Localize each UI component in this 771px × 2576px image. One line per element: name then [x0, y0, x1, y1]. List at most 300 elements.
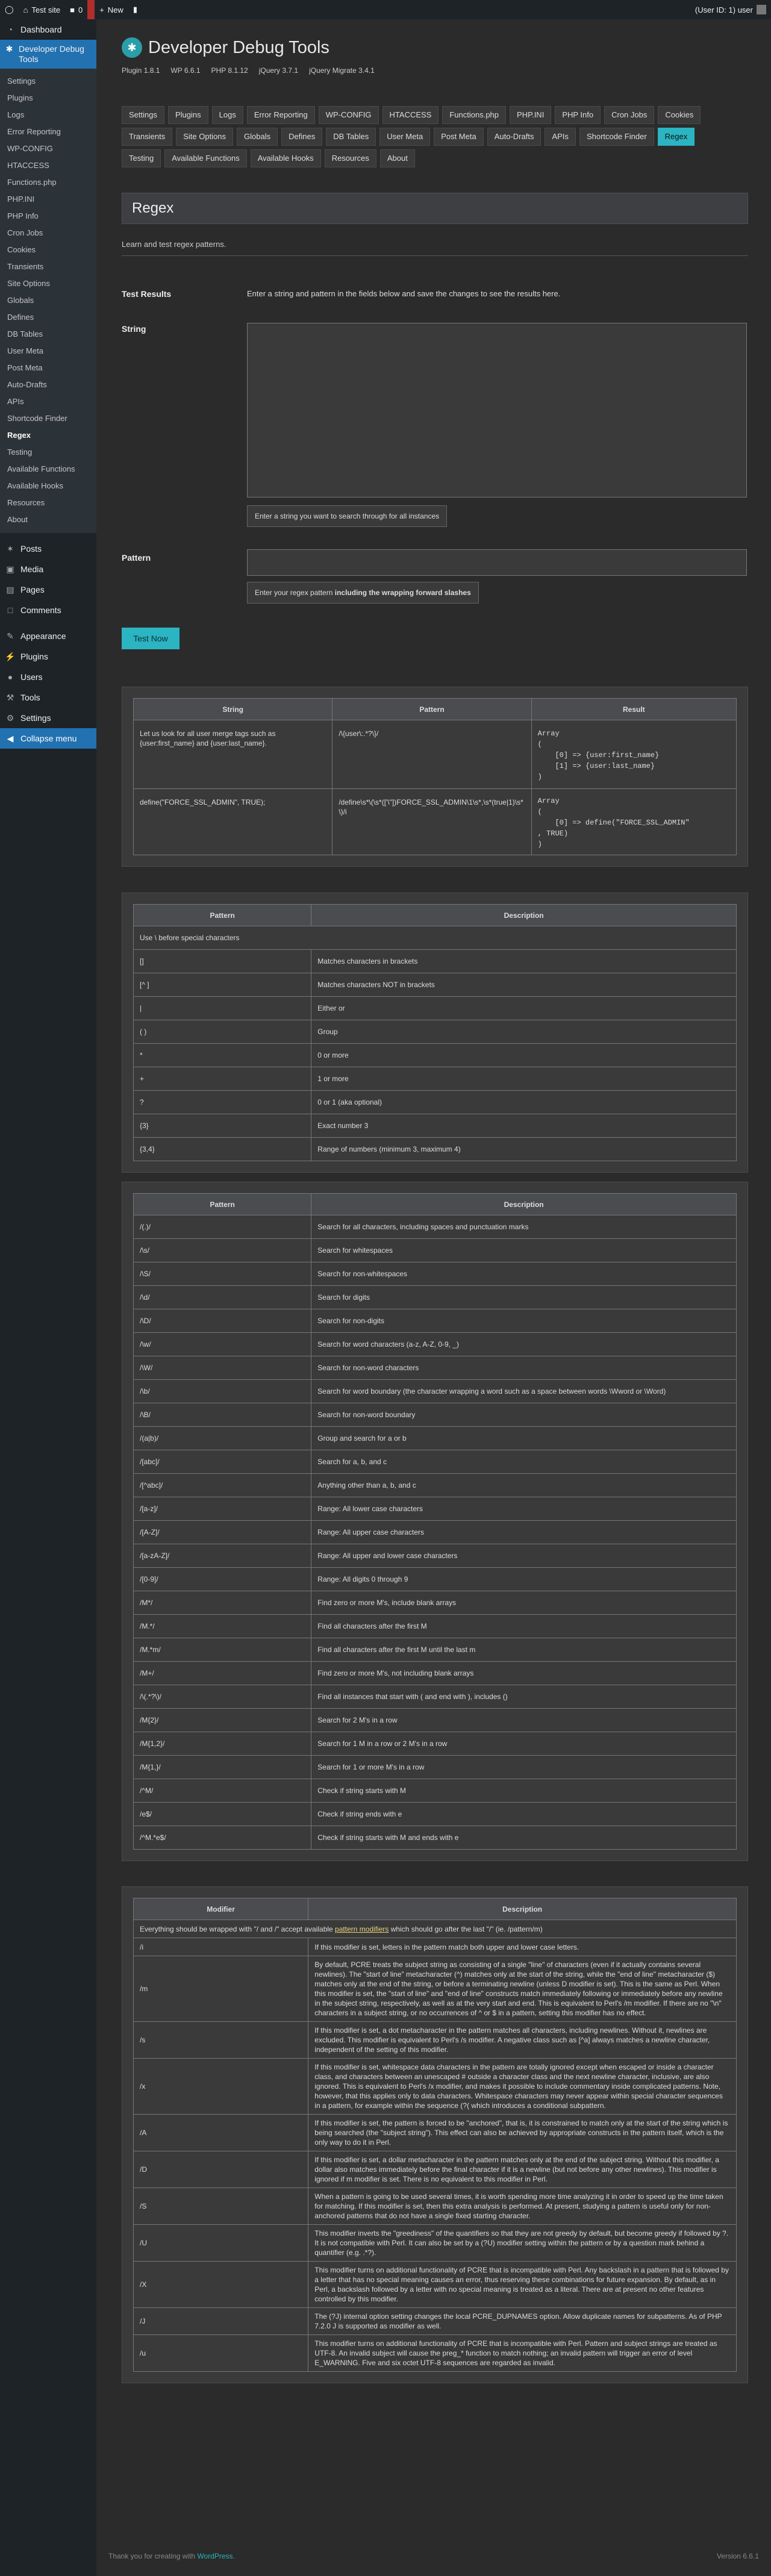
pattern-cell: *: [134, 1044, 311, 1067]
table-row: [134, 1333, 737, 1356]
submenu-item[interactable]: APIs: [7, 397, 24, 406]
tab-item[interactable]: Auto-Drafts: [487, 128, 542, 146]
table-row: [134, 2022, 737, 2059]
description-cell: Search for all characters, including spaces and punctuation marks: [311, 1215, 737, 1239]
new-content-link[interactable]: [95, 0, 128, 19]
table-row: [134, 1591, 737, 1615]
menu-items: [0, 538, 96, 728]
table-header-row: [134, 1194, 737, 1215]
description-cell: 1 or more: [311, 1067, 737, 1091]
tab-item[interactable]: Testing: [122, 149, 161, 167]
menu-item-label: Plugins: [20, 652, 48, 661]
submenu-item[interactable]: Auto-Drafts: [7, 380, 47, 389]
column-header: Pattern: [332, 699, 531, 720]
notification-badge[interactable]: [87, 0, 95, 19]
tab-item[interactable]: Globals: [237, 128, 278, 146]
description-cell: Range: All upper case characters: [311, 1521, 737, 1544]
pattern-cell: /\(.*?\)/: [134, 1685, 311, 1709]
description-cell: Find all characters after the first M until the last m: [311, 1638, 737, 1662]
menu-current-label: Developer Debug Tools: [19, 44, 84, 64]
submenu-item[interactable]: User Meta: [7, 346, 43, 355]
tab-item[interactable]: WP-CONFIG: [319, 106, 379, 124]
description-cell: Search for word characters (a-z, A-Z, 0-9, _): [311, 1333, 737, 1356]
submenu-item[interactable]: PHP.INI: [7, 195, 35, 204]
submenu: [0, 69, 96, 533]
description-cell: Matches characters NOT in brackets: [311, 973, 737, 997]
pattern-cell: /\s/: [134, 1239, 311, 1262]
tab-item[interactable]: Cookies: [658, 106, 701, 124]
pattern-cell: {3,4}: [134, 1138, 311, 1161]
tab-item[interactable]: DB Tables: [326, 128, 376, 146]
table-row: [134, 1309, 737, 1333]
pattern-cell: /[abc]/: [134, 1450, 311, 1474]
description-cell: Group and search for a or b: [311, 1427, 737, 1450]
collapse-label: Collapse menu: [20, 734, 77, 743]
table-row: [134, 1662, 737, 1685]
note-cell: [134, 926, 737, 950]
description-cell: Search for non-word boundary: [311, 1403, 737, 1427]
column-header: Pattern: [134, 1194, 311, 1215]
description-cell: Find zero or more M's, include blank arrays: [311, 1591, 737, 1615]
pattern-cell: /u: [134, 2335, 308, 2372]
table-row: [134, 1544, 737, 1568]
pattern-label: Pattern: [122, 553, 151, 563]
submenu-item[interactable]: Site Options: [7, 279, 50, 288]
pattern-input[interactable]: [247, 549, 747, 576]
submenu-item[interactable]: PHP Info: [7, 211, 39, 220]
table-row: [134, 1779, 737, 1803]
submenu-item[interactable]: DB Tables: [7, 329, 43, 338]
pattern-cell: /D: [134, 2151, 308, 2188]
menu-item-label: Pages: [20, 585, 45, 594]
description-cell: Range: All upper and lower case characters: [311, 1544, 737, 1568]
media-icon: ▣: [6, 564, 14, 574]
column-header: String: [134, 699, 332, 720]
description-cell: Find all characters after the first M: [311, 1615, 737, 1638]
dashboard-icon: ◔: [7, 25, 13, 34]
tab-item[interactable]: About: [380, 149, 415, 167]
bug-logo-icon: ✱: [122, 37, 142, 58]
pattern-cell: /[0-9]/: [134, 1568, 311, 1591]
pattern-modifiers-link[interactable]: pattern modifiers: [335, 1924, 389, 1933]
note-cell: Everything should be wrapped with "/ and /" accept available pattern modifiers which should go after the last "/" (ie. /pattern/m): [134, 1920, 737, 1938]
pattern-cell: /M{1,}/: [134, 1756, 311, 1779]
table-row: [134, 1709, 737, 1732]
table-row: [134, 1521, 737, 1544]
description-cell: Search for whitespaces: [311, 1239, 737, 1262]
user-icon: ●: [7, 672, 13, 682]
table-row: [134, 1803, 737, 1826]
description-cell: Range: All digits 0 through 9: [311, 1568, 737, 1591]
examples-panel: [122, 687, 748, 867]
plugin-title: Developer Debug Tools: [148, 38, 329, 57]
string-label: String: [122, 324, 146, 334]
menu-item[interactable]: [0, 667, 96, 687]
table-row: [134, 1403, 737, 1427]
description-cell: Search for 1 or more M's in a row: [311, 1756, 737, 1779]
pattern-cell: /\w/: [134, 1333, 311, 1356]
special-panel: [122, 893, 748, 1173]
table-row: [134, 1044, 737, 1067]
menu-item-label: Tools: [20, 693, 40, 702]
submenu-item[interactable]: Error Reporting: [7, 127, 61, 136]
description-cell: If this modifier is set, a dollar metacharacter in the pattern matches only at the end of the subject string. Without this modifier, a dollar also matches immediately before the final character if it is a newline (but not before any other newlines). This modifier is ignored if m modifier is set. There is no equivalent to this modifier in Perl.: [308, 2151, 737, 2188]
table-row: [134, 1615, 737, 1638]
bug-icon: ✱: [5, 44, 13, 54]
table-row: [134, 2151, 737, 2188]
menu-item[interactable]: [0, 559, 96, 579]
divider: [122, 255, 748, 256]
table-row: [134, 1732, 737, 1756]
note-row: [134, 926, 737, 950]
description-cell: This modifier turns on additional functionality of PCRE that is incompatible with Perl. Pattern and subject strings are treated as UTF-8. An invalid subject will cause the preg_* function to match nothing; an invalid pattern will trigger an error of level E_WARNING. Five and six octet UTF-8 sequences are regarded as invalid.: [308, 2335, 737, 2372]
table-row: [134, 1450, 737, 1474]
pattern-cell: /^M.*e$/: [134, 1826, 311, 1850]
description-cell: The (?J) internal option setting changes the local PCRE_DUPNAMES option. Allow duplicate names for subpatterns. As of PHP 7.2.0 J is supported as modifier as well.: [308, 2308, 737, 2335]
pattern-cell: /[A-Z]/: [134, 1521, 311, 1544]
plugin-header: [122, 37, 329, 58]
pattern-cell: /J: [134, 2308, 308, 2335]
tab-item[interactable]: Regex: [658, 128, 695, 146]
table-row: [134, 1938, 737, 1956]
table-row: [134, 2262, 737, 2308]
table-row: [134, 1685, 737, 1709]
settings-icon: ⚙: [6, 713, 14, 723]
wordpress-link[interactable]: WordPress: [197, 2552, 233, 2560]
tab-item[interactable]: Shortcode Finder: [579, 128, 654, 146]
description-cell: Search for non-digits: [311, 1309, 737, 1333]
table-row: [134, 1474, 737, 1497]
column-header: Description: [311, 905, 737, 926]
tab-item[interactable]: APIs: [545, 128, 575, 146]
menu-item[interactable]: [0, 687, 96, 708]
test-now-button[interactable]: Test Now: [122, 628, 179, 649]
plugin-icon: ⚡: [5, 651, 16, 661]
menu-item[interactable]: [0, 626, 96, 646]
comment-bubble-icon: ■: [70, 5, 75, 14]
tab-item[interactable]: Settings: [122, 106, 164, 124]
collapse-icon: ◀: [7, 733, 14, 743]
pattern-tip: Enter your regex pattern including the wrapping forward slashes: [247, 582, 479, 603]
table-header-row: [134, 699, 737, 720]
menu-developer-debug-tools[interactable]: [0, 40, 96, 69]
pattern-cell: +: [134, 1067, 311, 1091]
wordpress-logo-icon[interactable]: ◯: [5, 5, 14, 14]
menu-item[interactable]: [0, 538, 96, 559]
string-input[interactable]: [247, 323, 747, 497]
page-title: Regex: [122, 193, 748, 224]
flag-icon[interactable]: ▮: [133, 5, 137, 14]
submenu-item[interactable]: Cookies: [7, 245, 36, 254]
submenu-item[interactable]: About: [7, 515, 28, 524]
menu-item-label: Appearance: [20, 631, 66, 641]
menu-item[interactable]: [0, 579, 96, 600]
table-row: [134, 1380, 737, 1403]
admin-bar: [0, 0, 771, 19]
menu-item-label: Media: [20, 564, 44, 574]
home-icon: ⌂: [23, 5, 28, 14]
pattern-cell: /A: [134, 2115, 308, 2151]
description-cell: If this modifier is set, whitespace data characters in the pattern are totally ignored except when escaped or inside a character class, and characters between an unescaped # outside a character class and the next newline character, inclusive, are also ignored. This is equivalent to Perl's /x modifier, and makes it possible to include commentary inside complicated patterns. Note, however, that this applies only to data characters. Whitespace characters may never appear within special character sequences in a pattern, for example within the sequence (?( which introduces a conditional subpattern.: [308, 2059, 737, 2115]
pattern-cell: /S: [134, 2188, 308, 2225]
site-name: Test site: [31, 5, 61, 14]
string-cell: Let us look for all user merge tags such as {user:first_name} and {user:last_name}.: [134, 720, 332, 789]
description-cell: Search for non-whitespaces: [311, 1262, 737, 1286]
pattern-cell: /\W/: [134, 1356, 311, 1380]
description-cell: If this modifier is set, letters in the pattern match both upper and lower case letters.: [308, 1938, 737, 1956]
main-content: [96, 19, 771, 2576]
table-row: [134, 2335, 737, 2372]
table-row: [134, 1091, 737, 1114]
description-cell: Either or: [311, 997, 737, 1020]
tab-item[interactable]: Functions.php: [442, 106, 506, 124]
description-cell: Search for a, b, and c: [311, 1450, 737, 1474]
description-cell: 0 or 1 (aka optional): [311, 1091, 737, 1114]
new-label: New: [107, 5, 123, 14]
table-row: [134, 1497, 737, 1521]
submenu-item[interactable]: Shortcode Finder: [7, 414, 67, 423]
column-header: Description: [308, 1898, 737, 1920]
comments-count: 0: [78, 5, 83, 14]
pattern-cell: ?: [134, 1091, 311, 1114]
pattern-cell: /M+/: [134, 1662, 311, 1685]
table-row: [134, 1826, 737, 1850]
comments-link[interactable]: [65, 0, 87, 19]
pattern-cell: /M.*/: [134, 1615, 311, 1638]
description-cell: 0 or more: [311, 1044, 737, 1067]
admin-sidebar: [0, 19, 96, 2576]
table-row: [134, 1138, 737, 1161]
table-row: [134, 1756, 737, 1779]
pattern-cell: /s: [134, 2022, 308, 2059]
description-cell: Check if string starts with M: [311, 1779, 737, 1803]
description-cell: Range of numbers (minimum 3, maximum 4): [311, 1138, 737, 1161]
pattern-cell: {3}: [134, 1114, 311, 1138]
version-item: Plugin 1.8.1: [122, 66, 160, 75]
table-row: [134, 720, 737, 789]
collapse-menu-button[interactable]: [0, 728, 96, 749]
tab-item[interactable]: User Meta: [379, 128, 430, 146]
pattern-cell: |: [134, 997, 311, 1020]
submenu-item[interactable]: HTACCESS: [7, 161, 49, 170]
table-row: [134, 1568, 737, 1591]
page-description: Learn and test regex patterns.: [122, 240, 226, 249]
pattern-cell: /x: [134, 2059, 308, 2115]
description-cell: When a pattern is going to be used several times, it is worth spending more time analyzing it in order to speed up the time taken for matching. If this modifier is set, then this extra analysis is performed. At present, studying a pattern is useful only for non-anchored patterns that do not have a single fixed starting character.: [308, 2188, 737, 2225]
tab-item[interactable]: Defines: [281, 128, 322, 146]
description-cell: By default, PCRE treats the subject string as consisting of a single "line" of characters (even if it actually contains several newlines). The "start of line" metacharacter (^) matches only at the start of the string, while the "end of line" metacharacter ($) matches only at the end of the string, or before a terminating newline (unless D modifier is set). This is the same as Perl. When this modifier is set, the "start of line" and "end of line" constructs match immediately following or immediately before any newline in the subject string, respectively, as well as at the very start and end. This is equivalent to Perl's /m modifier. If there are no "\n" characters in a subject string, or no occurrences of ^ or $ in a pattern, setting this modifier has no effect.: [308, 1956, 737, 2022]
description-cell: Find all instances that start with ( and end with ), includes (): [311, 1685, 737, 1709]
result-cell: Array ( [0] => define("FORCE_SSL_ADMIN" , TRUE) ): [531, 789, 736, 855]
modifiers-table: [133, 1898, 737, 2372]
modifiers-panel: [122, 1886, 748, 2383]
table-row: [134, 997, 737, 1020]
submenu-item[interactable]: Cron Jobs: [7, 228, 43, 237]
test-results-text: Enter a string and pattern in the fields below and save the changes to see the results here.: [247, 289, 561, 298]
examples-table: [133, 698, 737, 855]
wp-version: Version 6.6.1: [716, 2552, 759, 2560]
pattern-cell: /[^abc]/: [134, 1474, 311, 1497]
wrench-icon: ⚒: [6, 692, 14, 702]
menu-dashboard-label: Dashboard: [20, 25, 62, 34]
submenu-item[interactable]: Testing: [7, 448, 33, 457]
user-account-link[interactable]: [690, 0, 771, 19]
version-item: jQuery Migrate 3.4.1: [309, 66, 375, 75]
table-row: [134, 1356, 737, 1380]
table-header-row: [134, 905, 737, 926]
submenu-item[interactable]: Logs: [7, 110, 25, 119]
table-row: [134, 973, 737, 997]
site-name-link[interactable]: [19, 0, 66, 19]
table-row: [134, 1067, 737, 1091]
pattern-cell: /e$/: [134, 1803, 311, 1826]
avatar: [757, 5, 766, 14]
tab-item[interactable]: Resources: [325, 149, 376, 167]
pattern-cell: /\b/: [134, 1380, 311, 1403]
pattern-cell: /M{2}/: [134, 1709, 311, 1732]
submenu-item[interactable]: Defines: [7, 313, 34, 322]
pattern-cell: /\S/: [134, 1262, 311, 1286]
description-cell: If this modifier is set, the pattern is forced to be "anchored", that is, it is constrained to match only at the start of the string which is being searched (the "subject string"). This effect can also be achieved by appropriate constructs in the pattern itself, which is the only way to do it in Perl.: [308, 2115, 737, 2151]
tab-item[interactable]: Post Meta: [434, 128, 484, 146]
pattern-cell: /M{1,2}/: [134, 1732, 311, 1756]
menu-item-label: Posts: [20, 544, 42, 554]
pattern-cell: ( ): [134, 1020, 311, 1044]
pattern-cell: /[a-zA-Z]/: [134, 1544, 311, 1568]
description-cell: Check if string ends with e: [311, 1803, 737, 1826]
submenu-item[interactable]: Resources: [7, 498, 45, 507]
description-cell: If this modifier is set, a dot metacharacter in the pattern matches all characters, including newlines. Without it, newlines are excluded. This modifier is equivalent to Perl's /s modifier. A negative class such as [^a] always matches a newline character, independent of the setting of this modifier.: [308, 2022, 737, 2059]
version-item: PHP 8.1.12: [211, 66, 248, 75]
submenu-item[interactable]: Plugins: [7, 93, 33, 102]
note-text: Use \ before special characters: [140, 934, 240, 942]
patterns-panel: [122, 1182, 748, 1861]
table-row: [134, 950, 737, 973]
tab-item[interactable]: Available Functions: [164, 149, 247, 167]
table-header-row: [134, 1898, 737, 1920]
tab-item[interactable]: Logs: [212, 106, 243, 124]
submenu-item[interactable]: Functions.php: [7, 178, 57, 187]
special-characters-table: [133, 904, 737, 1161]
description-cell: Search for digits: [311, 1286, 737, 1309]
tab-item[interactable]: Available Hooks: [251, 149, 321, 167]
table-row: [134, 1427, 737, 1450]
submenu-item[interactable]: Regex: [7, 431, 31, 440]
table-row: [134, 1262, 737, 1286]
description-cell: Search for non-word characters: [311, 1356, 737, 1380]
pattern-cell: /(.)/: [134, 1215, 311, 1239]
pattern-cell: /\d/: [134, 1286, 311, 1309]
tab-item[interactable]: Plugins: [168, 106, 208, 124]
tab-item[interactable]: HTACCESS: [382, 106, 439, 124]
test-results-label: Test Results: [122, 289, 172, 299]
submenu-item[interactable]: Transients: [7, 262, 44, 271]
table-row: [134, 2225, 737, 2262]
brush-icon: ✎: [7, 631, 14, 641]
pattern-cell: /^M/: [134, 1779, 311, 1803]
table-row: [134, 1956, 737, 2022]
string-cell: define("FORCE_SSL_ADMIN", TRUE);: [134, 789, 332, 855]
column-header: Modifier: [134, 1898, 308, 1920]
submenu-item[interactable]: Globals: [7, 296, 34, 305]
patterns-table: [133, 1193, 737, 1850]
description-cell: Check if string starts with M and ends with e: [311, 1826, 737, 1850]
tab-item[interactable]: PHP Info: [555, 106, 601, 124]
version-item: WP 6.6.1: [170, 66, 201, 75]
column-header: Pattern: [134, 905, 311, 926]
table-row: [134, 1286, 737, 1309]
pattern-cell: /M.*m/: [134, 1638, 311, 1662]
tab-item[interactable]: Transients: [122, 128, 172, 146]
table-row: [134, 1114, 737, 1138]
description-cell: This modifier inverts the "greediness" of the quantifiers so that they are not greedy by default, but become greedy if followed by ?. It is not compatible with Perl. It can also be set by a (?U) modifier setting within the pattern or by a question mark behind a quantifier (e.g. .*?).: [308, 2225, 737, 2262]
description-cell: Find zero or more M's, not including blank arrays: [311, 1662, 737, 1685]
pattern-cell: /[a-z]/: [134, 1497, 311, 1521]
column-header: Result: [531, 699, 736, 720]
pin-icon: ✶: [7, 543, 14, 554]
table-row: [134, 2059, 737, 2115]
column-header: Description: [311, 1194, 737, 1215]
tab-bar: [122, 106, 732, 167]
pattern-cell: /i: [134, 1938, 308, 1956]
menu-item-label: Settings: [20, 713, 51, 723]
tab-item[interactable]: PHP.INI: [510, 106, 551, 124]
description-cell: Range: All lower case characters: [311, 1497, 737, 1521]
submenu-item[interactable]: Available Hooks: [7, 481, 63, 490]
pattern-cell: /U: [134, 2225, 308, 2262]
description-cell: Anything other than a, b, and c: [311, 1474, 737, 1497]
submenu-item[interactable]: Available Functions: [7, 464, 75, 473]
description-cell: Search for 1 M in a row or 2 M's in a row: [311, 1732, 737, 1756]
submenu-item[interactable]: Post Meta: [7, 363, 43, 372]
menu-item[interactable]: [0, 646, 96, 667]
tab-item[interactable]: Error Reporting: [247, 106, 315, 124]
note-row: [134, 1920, 737, 1938]
table-row: [134, 2308, 737, 2335]
pattern-cell: /m: [134, 1956, 308, 2022]
result-cell: Array ( [0] => {user:first_name} [1] => {user:last_name} ): [531, 720, 736, 789]
table-row: [134, 2188, 737, 2225]
submenu-item[interactable]: Settings: [7, 76, 36, 86]
plus-icon: +: [99, 5, 104, 14]
table-row: [134, 2115, 737, 2151]
menu-item[interactable]: [0, 708, 96, 728]
description-cell: Search for word boundary (the character wrapping a word such as a space between words \Wword or \Word): [311, 1380, 737, 1403]
page-icon: ▤: [6, 584, 14, 594]
user-label: (User ID: 1) user: [695, 5, 753, 14]
tab-item[interactable]: Site Options: [176, 128, 233, 146]
submenu-item[interactable]: WP-CONFIG: [7, 144, 53, 153]
string-tip: Enter a string you want to search through for all instances: [247, 505, 447, 527]
tab-item[interactable]: Cron Jobs: [604, 106, 654, 124]
version-list: [122, 66, 375, 75]
menu-item-label: Comments: [20, 605, 61, 615]
table-row: [134, 1239, 737, 1262]
footer-text: Thank you for creating with WordPress.: [108, 2552, 235, 2560]
description-cell: Search for 2 M's in a row: [311, 1709, 737, 1732]
menu-dashboard[interactable]: [0, 19, 96, 40]
pattern-cell: /M*/: [134, 1591, 311, 1615]
menu-item-label: Users: [20, 672, 43, 682]
description-cell: Exact number 3: [311, 1114, 737, 1138]
menu-item[interactable]: [0, 600, 96, 620]
table-row: [134, 789, 737, 855]
version-item: jQuery 3.7.1: [258, 66, 299, 75]
table-row: [134, 1215, 737, 1239]
description-cell: Matches characters in brackets: [311, 950, 737, 973]
pattern-cell: /X: [134, 2262, 308, 2308]
pattern-cell: /\{user\:.*?\}/: [332, 720, 531, 789]
